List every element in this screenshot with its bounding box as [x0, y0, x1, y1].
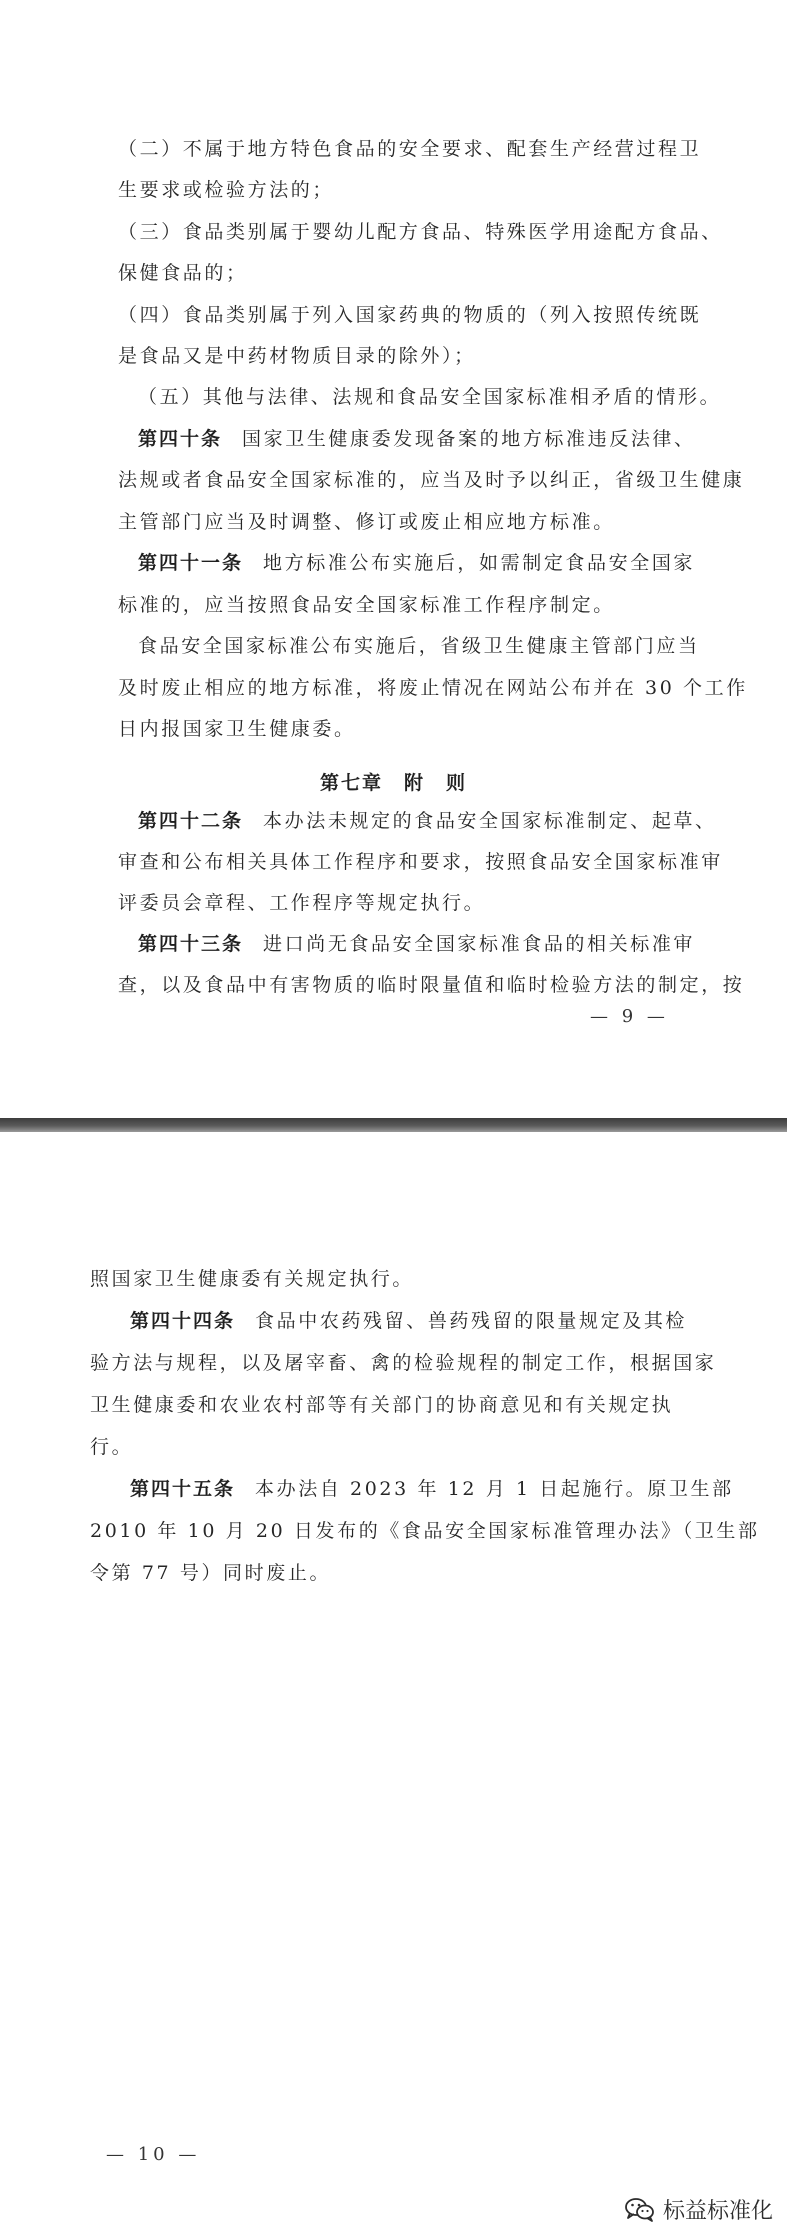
document-page-10	[0, 1132, 787, 2239]
text-line: （三）食品类别属于婴幼儿配方食品、特殊医学用途配方食品、	[118, 221, 723, 243]
article-41-line: 第四十一条 地方标准公布实施后，如需制定食品安全国家	[138, 552, 696, 574]
text-line: 照国家卫生健康委有关规定执行。	[90, 1268, 415, 1290]
watermark-text: 标益标准化	[662, 2199, 773, 2224]
article-43-line: 第四十三条 进口尚无食品安全国家标准食品的相关标准审	[138, 933, 696, 955]
article-44-line: 第四十四条 食品中农药残留、兽药残留的限量规定及其检	[130, 1310, 688, 1332]
text-line: 2010 年 10 月 20 日发布的《食品安全国家标准管理办法》（卫生部	[90, 1520, 760, 1542]
article-41-label: 第四十一条	[138, 552, 244, 574]
wechat-icon	[625, 2197, 655, 2223]
text-line: 令第 77 号）同时废止。	[90, 1562, 332, 1584]
text-line: 审查和公布相关具体工作程序和要求，按照食品安全国家标准审	[118, 851, 723, 873]
text-line: 日内报国家卫生健康委。	[118, 718, 356, 740]
text-line: 食品安全国家标准公布实施后，省级卫生健康主管部门应当	[138, 635, 700, 657]
article-43-label: 第四十三条	[138, 933, 244, 955]
text-line: 主管部门应当及时调整、修订或废止相应地方标准。	[118, 511, 615, 533]
page-separator	[0, 1118, 787, 1132]
article-40-label: 第四十条	[138, 428, 223, 450]
text-line: 生要求或检验方法的；	[118, 179, 335, 201]
text-line: （二）不属于地方特色食品的安全要求、配套生产经营过程卫	[118, 138, 702, 160]
text-line: 标准的，应当按照食品安全国家标准工作程序制定。	[118, 594, 615, 616]
text-line: 卫生健康委和农业农村部等有关部门的协商意见和有关规定执	[90, 1394, 674, 1416]
page-number: — 10 —	[106, 2144, 201, 2165]
text-line: 验方法与规程，以及屠宰畜、禽的检验规程的制定工作，根据国家	[90, 1352, 717, 1374]
text-line: 查，以及食品中有害物质的临时限量值和临时检验方法的制定，按	[118, 974, 745, 996]
chapter-heading: 第七章 附 则	[319, 772, 467, 794]
text-line: （五）其他与法律、法规和食品安全国家标准相矛盾的情形。	[138, 386, 722, 408]
page-number: — 9 —	[590, 1006, 669, 1027]
article-44-label: 第四十四条	[130, 1310, 236, 1332]
text-line: （四）食品类别属于列入国家药典的物质的（列入按照传统既	[118, 304, 702, 326]
document-page-9	[0, 0, 787, 1118]
text-line: 法规或者食品安全国家标准的，应当及时予以纠正，省级卫生健康	[118, 469, 745, 491]
text-line: 行。	[90, 1436, 134, 1458]
article-40-line: 第四十条 国家卫生健康委发现备案的地方标准违反法律、	[138, 428, 696, 450]
article-42-line: 第四十二条 本办法未规定的食品安全国家标准制定、起草、	[138, 810, 717, 832]
text-line: 及时废止相应的地方标准，将废止情况在网站公布并在 30 个工作	[118, 677, 748, 699]
text-line: 保健食品的；	[118, 262, 248, 284]
article-42-label: 第四十二条	[138, 810, 244, 832]
text-line: 是食品又是中药材物质目录的除外）；	[118, 345, 476, 367]
article-45-label: 第四十五条	[130, 1478, 236, 1500]
text-line: 评委员会章程、工作程序等规定执行。	[118, 892, 486, 914]
watermark	[625, 2194, 773, 2225]
article-45-line: 第四十五条 本办法自 2023 年 12 月 1 日起施行。原卫生部	[130, 1478, 734, 1500]
